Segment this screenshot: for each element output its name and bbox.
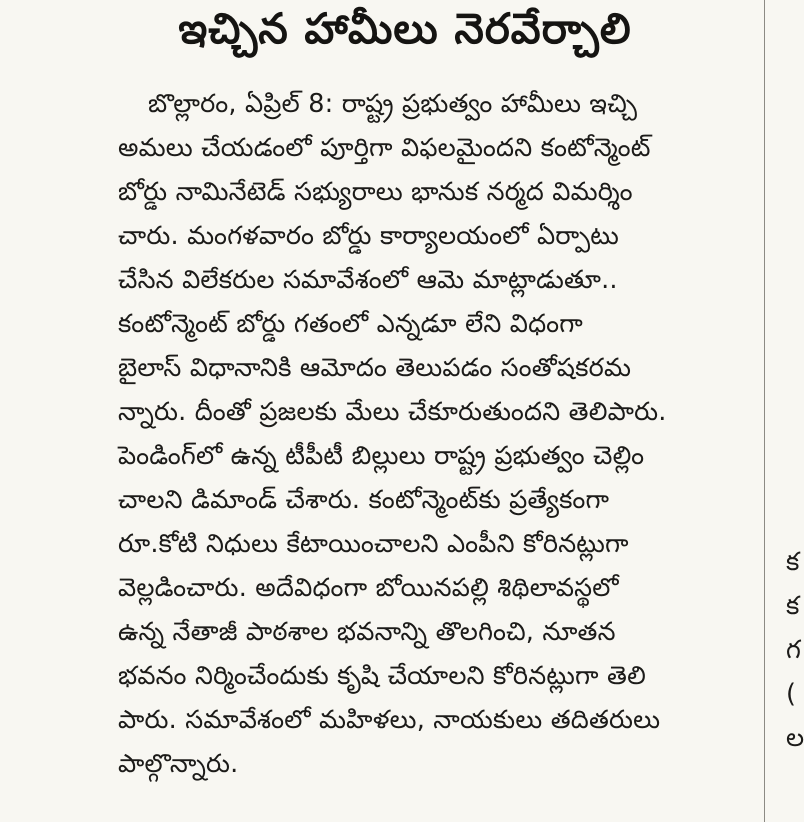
adjacent-column-char: క xyxy=(786,547,800,577)
article-line: భవనం నిర్మించేందుకు కృషి చేయాలని కోరినట్లుగా తెలి xyxy=(118,661,646,691)
article-line: బైలాస్ విధానానికి ఆమోదం తెలుపడం సంతోషకరమ xyxy=(118,353,632,383)
article-line: వెల్లడించారు. అదేవిధంగా బోయినపల్లి శిథిలావస్థలో xyxy=(118,573,619,603)
adjacent-column-char: ( xyxy=(786,679,796,709)
article-line: అమలు చేయడంలో పూర్తిగా విఫలమైందని కంటోన్మెంట్ xyxy=(118,133,651,163)
article-line: పెండింగ్‌లో ఉన్న టీపీటీ బిల్లులు రాష్ట్ర ప్రభుత్వం చెల్లిం xyxy=(118,441,645,471)
adjacent-column-char: గ xyxy=(786,635,801,665)
article-body xyxy=(118,82,750,812)
article-line: చాలని డిమాండ్ చేశారు. కంటోన్మెంట్‌కు ప్రత్యేకంగా xyxy=(118,485,610,515)
article-line: చారు. మంగళవారం బోర్డు కార్యాలయంలో ఏర్పాటు xyxy=(118,221,619,251)
adjacent-column-fragment xyxy=(786,540,804,822)
article-line: కంటోన్మెంట్ బోర్డు గతంలో ఎన్నడూ లేని విధంగా xyxy=(118,309,583,339)
article-line: పారు. సమావేశంలో మహిళలు, నాయకులు తదితరులు xyxy=(118,705,661,735)
article-line: పాల్గొన్నారు. xyxy=(118,749,239,779)
article-line: రూ.కోటి నిధులు కేటాయించాలని ఎంపీని కోరినట్లుగా xyxy=(118,529,629,559)
column-divider xyxy=(764,0,765,822)
article-line: చేసిన విలేకరుల సమావేశంలో ఆమె మాట్లాడుతూ.. xyxy=(118,265,618,295)
article-line: ఉన్న నేతాజీ పాఠశాల భవనాన్ని తొలగించి, నూతన xyxy=(118,617,616,647)
article-line: బోర్డు నామినేటెడ్ సభ్యురాలు భానుక నర్మద విమర్శిం xyxy=(118,177,633,207)
article-headline: ఇచ్చిన హామీలు నెరవేర్చాలి xyxy=(178,4,632,53)
article-line: న్నారు. దీంతో ప్రజలకు మేలు చేకూరుతుందని తెలిపారు. xyxy=(118,397,667,427)
article-line: బొల్లారం, ఏప్రిల్ 8: రాష్ట్ర ప్రభుత్వం హామీలు ఇచ్చి xyxy=(148,89,638,119)
adjacent-column-char: క xyxy=(786,591,800,621)
adjacent-column-char: ల xyxy=(786,723,804,753)
